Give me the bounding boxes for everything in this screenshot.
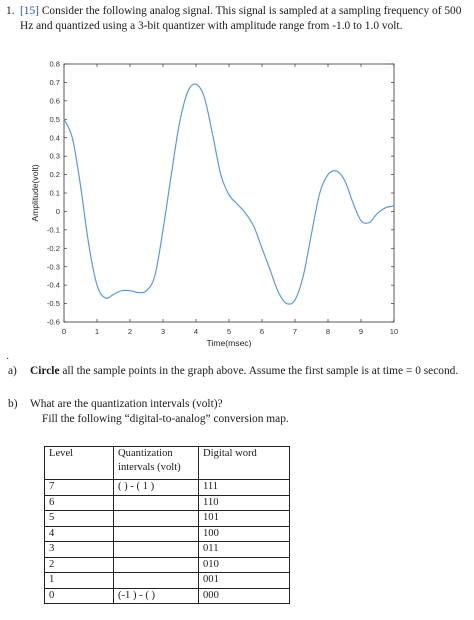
cell-word: 111 [199, 480, 290, 496]
cell-level: 1 [45, 573, 114, 589]
y-tick-label: 0.2 [49, 170, 60, 180]
table-row [45, 557, 290, 573]
cell-level: 0 [45, 588, 114, 604]
table-row [45, 480, 290, 496]
table-row [45, 495, 290, 511]
cell-interval[interactable]: (-1 ) - ( ) [114, 588, 199, 604]
x-tick-label: 0 [61, 327, 67, 336]
x-tick-label: 5 [226, 327, 232, 336]
y-tick-label: -0.3 [46, 262, 60, 272]
y-tick-label: 0.8 [49, 59, 60, 69]
fill-instruction: Fill the following “digital-to-analog” conversion map. [42, 413, 289, 425]
conversion-table [44, 446, 290, 604]
question-score: [15] [20, 5, 39, 17]
y-tick-label: -0.1 [46, 225, 60, 235]
header-quantization: Quantization intervals (volt) [114, 447, 199, 480]
part-a-text [30, 364, 470, 379]
cell-word: 100 [199, 526, 290, 542]
cell-word: 000 [199, 588, 290, 604]
x-tick-label: 1 [94, 327, 100, 336]
x-tick-label: 6 [259, 327, 265, 336]
x-tick-label: 8 [325, 327, 331, 336]
y-tick-label: -0.6 [46, 317, 60, 327]
table-row [45, 542, 290, 558]
table-header-row [45, 447, 290, 480]
question-text [20, 4, 468, 34]
part-a-bold: Circle [30, 365, 60, 377]
cell-word: 101 [199, 511, 290, 527]
cell-interval[interactable] [114, 526, 199, 542]
cell-level: 6 [45, 495, 114, 511]
header-level: Level [45, 447, 114, 480]
table-row [45, 588, 290, 604]
question-body: Consider the following analog signal. This signal is sampled at a sampling frequency of 500 Hz and quantized using a 3-bit quantizer with amplitude range from -1.0 to 1.0 volt. [20, 5, 462, 32]
cell-word: 110 [199, 495, 290, 511]
cell-level: 2 [45, 557, 114, 573]
x-tick-label: 4 [193, 327, 199, 336]
dot-mark: · [6, 354, 10, 365]
cell-level: 5 [45, 511, 114, 527]
cell-interval[interactable] [114, 557, 199, 573]
cell-word: 010 [199, 557, 290, 573]
header-digital-word: Digital word [199, 447, 290, 480]
table-row [45, 511, 290, 527]
x-axis-label: Time(msec) [206, 338, 252, 348]
table-row [45, 573, 290, 589]
cell-level: 3 [45, 542, 114, 558]
y-axis-label: Amplitude(volt) [30, 164, 40, 222]
y-tick-label: 0.1 [49, 188, 60, 198]
y-tick-label: 0.4 [49, 133, 60, 143]
y-tick-label: 0.6 [49, 96, 60, 106]
x-tick-label: 3 [160, 327, 166, 336]
y-tick-label: 0.7 [49, 78, 60, 88]
cell-level: 4 [45, 526, 114, 542]
signal-chart [0, 52, 474, 352]
part-b-label: b) [8, 398, 18, 410]
cell-interval[interactable]: ( ) - ( 1 ) [114, 480, 199, 496]
cell-interval[interactable] [114, 511, 199, 527]
y-tick-label: -0.4 [46, 280, 60, 290]
question-number: 1. [6, 5, 15, 17]
x-tick-label: 2 [127, 327, 133, 336]
cell-interval[interactable] [114, 495, 199, 511]
cell-word: 001 [199, 573, 290, 589]
y-tick-label: -0.2 [46, 243, 60, 253]
part-b-text: What are the quantization intervals (volt)? [30, 398, 223, 410]
part-a-body: all the sample points in the graph above. Assume the first sample is at time = 0 second. [59, 365, 459, 377]
y-tick-label: 0 [55, 207, 60, 217]
y-tick-label: -0.5 [46, 299, 60, 309]
cell-word: 011 [199, 542, 290, 558]
x-tick-label: 10 [389, 327, 399, 336]
x-tick-label: 7 [292, 327, 298, 336]
plot-frame [64, 64, 394, 322]
y-tick-label: 0.3 [49, 151, 60, 161]
table-row [45, 526, 290, 542]
x-tick-label: 9 [358, 327, 364, 336]
cell-level: 7 [45, 480, 114, 496]
y-tick-label: 0.5 [49, 114, 60, 124]
cell-interval[interactable] [114, 542, 199, 558]
part-a-label: a) [8, 365, 17, 377]
cell-interval[interactable] [114, 573, 199, 589]
